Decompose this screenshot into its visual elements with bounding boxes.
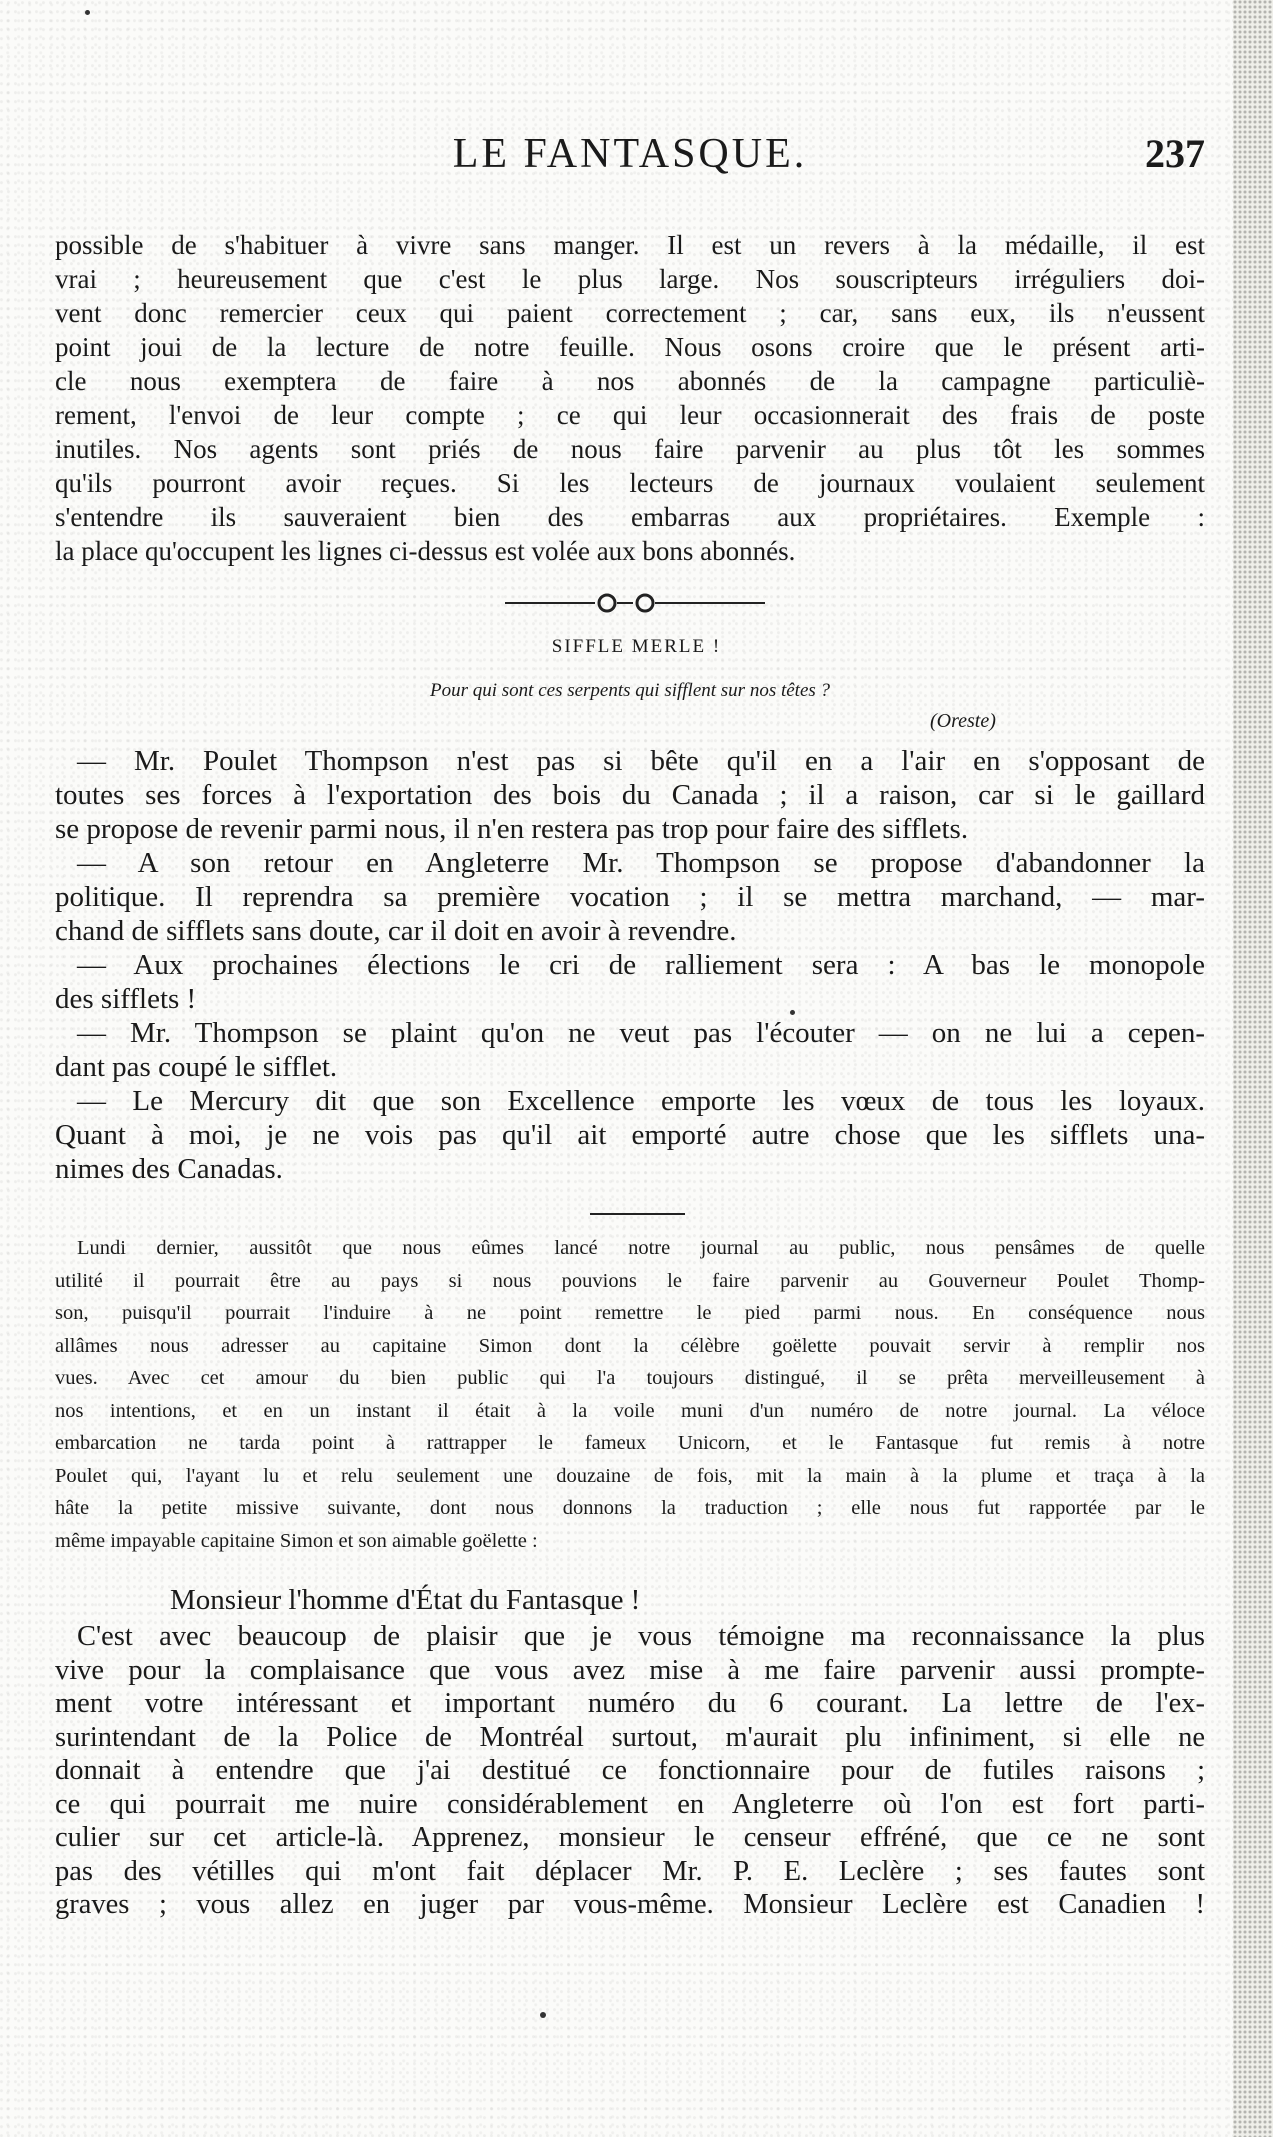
letter-salutation: Monsieur l'homme d'État du Fantasque ! <box>170 1584 641 1616</box>
text-line: allâmes nous adresser au capitaine Simon dont la célèbre goëlette pouvait servir à remplir nos <box>55 1334 1205 1357</box>
text-line: — Aux prochaines élections le cri de ralliement sera : A bas le monopole <box>77 949 1205 981</box>
text-line: possible de s'habituer à vivre sans manger. Il est un revers à la médaille, il est <box>55 230 1205 260</box>
page-header <box>55 130 1205 190</box>
text-line: graves ; vous allez en juger par vous-même. Monsieur Leclère est Canadien ! <box>55 1889 1205 1920</box>
text-line: s'entendre ils sauveraient bien des embarras aux propriétaires. Exemple : <box>55 502 1205 532</box>
section-rule <box>590 1213 685 1215</box>
epigraph: Pour qui sont ces serpents qui sifflent sur nos têtes ? <box>430 680 831 701</box>
text-line: culier sur cet article-là. Apprenez, monsieur le censeur effréné, que ce ne sont <box>55 1822 1205 1853</box>
text-line: Poulet qui, l'ayant lu et relu seulement une douzaine de fois, mit la main à la plume et traça à la <box>55 1464 1205 1487</box>
text-line: — A son retour en Angleterre Mr. Thompson se propose d'abandonner la <box>77 847 1205 879</box>
text-line: vive pour la complaisance que vous avez mise à me faire parvenir aussi prompte- <box>55 1654 1205 1686</box>
text-line: embarcation ne tarda point à rattrapper le fameux Unicorn, et le Fantasque fut remis à notre <box>55 1432 1205 1454</box>
text-line: surintendant de la Police de Montréal surtout, m'aurait plu infiniment, si elle ne <box>55 1721 1205 1753</box>
text-line: se propose de revenir parmi nous, il n'en restera pas trop pour faire des sifflets. <box>55 813 969 845</box>
text-line: donnait à entendre que j'ai destitué ce fonctionnaire pour de futiles raisons ; <box>55 1755 1205 1786</box>
text-line: qu'ils pourront avoir reçues. Si les lecteurs de journaux voulaient seulement <box>55 468 1205 498</box>
text-line: politique. Il reprendra sa première vocation ; il se mettra marchand, — mar- <box>55 881 1205 913</box>
section-ornament <box>505 588 765 618</box>
text-line: utilité il pourrait être au pays si nous pouvions le faire parvenir au Gouverneur Poulet Thomp- <box>55 1269 1205 1292</box>
text-line: ce qui pourrait me nuire considérablement en Angleterre où l'on est fort parti- <box>55 1788 1205 1820</box>
text-line: la place qu'occupent les lignes ci-dessus est volée aux bons abonnés. <box>55 536 796 566</box>
paragraph-subscribers <box>55 228 1205 568</box>
text-line: point joui de la lecture de notre feuille. Nous osons croire que le présent arti- <box>55 332 1205 362</box>
ink-speck <box>540 2012 546 2018</box>
text-line: Quant à moi, je ne vois pas qu'il ait emporté autre chose que les sifflets una- <box>55 1119 1205 1151</box>
text-line: toutes ses forces à l'exportation des bois du Canada ; il a raison, car si le gaillard <box>55 779 1205 811</box>
scanned-page-edge <box>1233 0 1273 2137</box>
text-line: C'est avec beaucoup de plaisir que je vous témoigne ma reconnaissance la plus <box>77 1621 1205 1652</box>
text-line: des sifflets ! <box>55 983 197 1015</box>
paragraph-letter <box>55 1620 1205 1922</box>
text-line: son, puisqu'il pourrait l'induire à ne point remettre le pied parmi nous. En conséquence nous <box>55 1302 1205 1324</box>
text-line: nimes des Canadas. <box>55 1153 283 1185</box>
text-line: Lundi dernier, aussitôt que nous eûmes lancé notre journal au public, nous pensâmes de quelle <box>77 1237 1205 1259</box>
paragraph-unicorn <box>55 1232 1205 1557</box>
text-line: pas des vétilles qui m'ont fait déplacer Mr. P. E. Leclère ; ses fautes sont <box>55 1855 1205 1887</box>
text-line: nos intentions, et en un instant il était à la voile muni d'un numéro de notre journal. La véloce <box>55 1399 1205 1422</box>
running-title: LE FANTASQUE. <box>452 131 808 177</box>
text-line: vrai ; heureusement que c'est le plus large. Nos souscripteurs irréguliers doi- <box>55 264 1205 294</box>
text-line: hâte la petite missive suivante, dont nous donnons la traduction ; elle nous fut rapportée par le <box>55 1497 1205 1519</box>
ink-speck <box>85 10 90 15</box>
text-line: — Mr. Poulet Thompson n'est pas si bête qu'il en a l'air en s'opposant de <box>77 745 1205 777</box>
text-line: dant pas coupé le sifflet. <box>55 1051 338 1083</box>
epigraph-source: (Oreste) <box>930 710 996 732</box>
paragraph-siffle-merle <box>55 744 1205 1186</box>
text-line: ment votre intéressant et important numéro du 6 courant. La lettre de l'ex- <box>55 1688 1205 1719</box>
text-line: inutiles. Nos agents sont priés de nous faire parvenir au plus tôt les sommes <box>55 434 1205 464</box>
text-line: vues. Avec cet amour du bien public qui l'a toujours distingué, il se prêta merveilleusement à <box>55 1367 1205 1389</box>
text-line: rement, l'envoi de leur compte ; ce qui leur occasionnerait des frais de poste <box>55 400 1205 430</box>
text-line: même impayable capitaine Simon et son aimable goëlette : <box>55 1529 538 1552</box>
text-line: — Mr. Thompson se plaint qu'on ne veut pas l'écouter — on ne lui a cepen- <box>77 1017 1205 1049</box>
ink-speck <box>790 1010 795 1015</box>
text-line: — Le Mercury dit que son Excellence emporte les vœux de tous les loyaux. <box>77 1085 1205 1117</box>
text-line: vent donc remercier ceux qui paient correctement ; car, sans eux, ils n'eussent <box>55 298 1205 328</box>
text-line: chand de sifflets sans doute, car il doit en avoir à revendre. <box>55 915 737 947</box>
text-line: cle nous exemptera de faire à nos abonnés de la campagne particuliè- <box>55 366 1205 396</box>
page-number: 237 <box>1145 131 1205 176</box>
section-title: SIFFLE MERLE ! <box>551 636 722 657</box>
